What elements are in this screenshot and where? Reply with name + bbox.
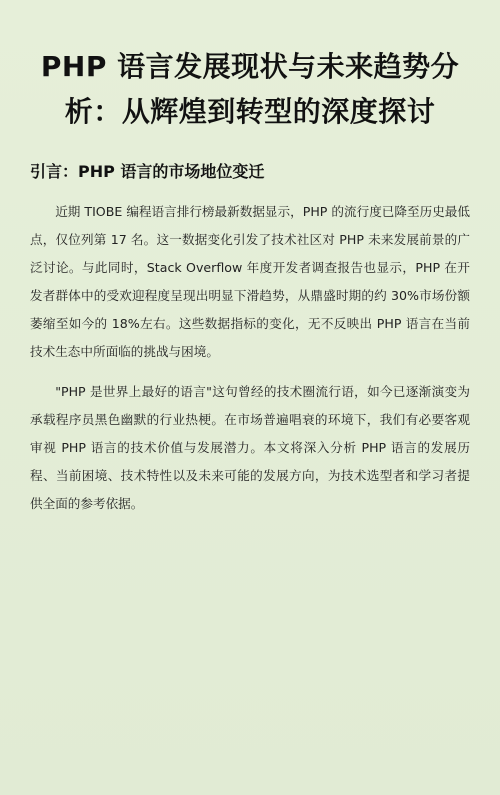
article-title: PHP 语言发展现状与未来趋势分析：从辉煌到转型的深度探讨 <box>40 50 460 128</box>
paragraph-2: "PHP 是世界上最好的语言"这句曾经的技术圈流行语，如今已逐渐演变为承载程序员黑色幽默的行业热梗。在市场普遍唱衰的环境下，我们有必要客观审视 PHP 语言的技术价值与发展潜力。本文将深入分析 PHP 语言的发展历程、当前困境、技术特性以及未来可能的发展方向，为技术选型者和学习者提供全面的参考依据。 <box>30 384 470 511</box>
section-heading: 引言：PHP 语言的市场地位变迁 <box>30 162 265 181</box>
paragraph-1: 近期 TIOBE 编程语言排行榜最新数据显示，PHP 的流行度已降至历史最低点，仅位列第 17 名。这一数据变化引发了技术社区对 PHP 未来发展前景的广泛讨论。与此同时，Stack Overflow 年度开发者调查报告也显示，PHP 在开发者群体中的受欢迎程度呈现出明显下滑趋势，从鼎盛时期的约 30%市场份额萎缩至如今的 18%左右。这些数据指标的变化，无不反映出 PHP 语言在当前技术生态中所面临的挑战与困境。 <box>30 204 470 359</box>
